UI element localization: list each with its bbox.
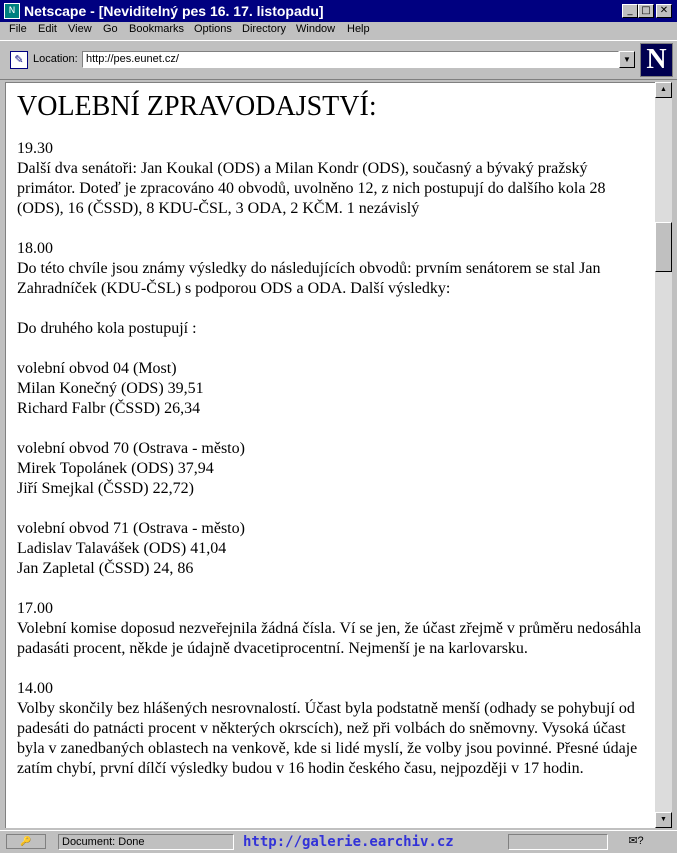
netscape-logo-icon[interactable]: N	[640, 43, 673, 77]
menu-file[interactable]: File	[9, 23, 27, 35]
location-toolbar	[0, 40, 677, 80]
vertical-scrollbar[interactable]	[655, 82, 672, 828]
menu-edit[interactable]: Edit	[38, 23, 57, 35]
menu-bookmarks[interactable]: Bookmarks	[129, 23, 185, 35]
window-title: Netscape - [Neviditelný pes 16. 17. listopadu]	[24, 3, 324, 19]
status-bar	[0, 830, 677, 853]
menu-bar	[0, 22, 677, 40]
mail-icon[interactable]: ✉?	[628, 835, 644, 847]
progress-panel	[508, 834, 608, 850]
menu-go[interactable]: Go	[103, 23, 118, 35]
article-paragraph: 17.00 Volební komise doposud nezveřejnila žádná čísla. Ví se jen, že účast zřejmě v průměru nedosáhla padasáti procent, někde je údajně dvacetiprocentní. Nejmenší je na karlovarsku.	[17, 600, 642, 657]
article-paragraph: 19.30 Další dva senátoři: Jan Koukal (ODS) a Milan Kondr (ODS), současný a bývaký pražský primátor. Doteď je zpracováno 40 obvodů, uvolněno 12, z nich postupují do dalšího kola 28 (ODS), 16 (ČSSD), 8 KDU-ČSL, 3 ODA, 2 KČM. 1 nezávislý	[17, 140, 606, 217]
article-paragraph: volební obvod 04 (Most) Milan Konečný (ODS) 39,51 Richard Falbr (ČSSD) 26,34	[17, 360, 204, 417]
watermark-text: http://galerie.earchiv.cz	[243, 834, 454, 850]
location-dropdown-button[interactable]: ▼	[619, 51, 635, 68]
menu-window[interactable]: Window	[296, 23, 336, 35]
article-paragraph: volební obvod 71 (Ostrava - město) Ladislav Talavášek (ODS) 41,04 Jan Zapletal (ČSSD) 24, 86	[17, 520, 245, 577]
menu-view[interactable]: View	[68, 23, 92, 35]
location-label: Location:	[33, 53, 78, 65]
article-paragraph: volební obvod 70 (Ostrava - město) Mirek Topolánek (ODS) 37,94 Jiří Smejkal (ČSSD) 22,72)	[17, 440, 245, 497]
close-button[interactable]: ✕	[656, 4, 672, 18]
minimize-button[interactable]: _	[622, 4, 638, 18]
menu-directory[interactable]: Directory	[242, 23, 287, 35]
bookmark-icon[interactable]: ✎	[10, 51, 28, 69]
page-content[interactable]	[5, 82, 655, 828]
page-heading: VOLEBNÍ ZPRAVODAJSTVÍ:	[17, 91, 377, 122]
menu-help[interactable]: Help	[347, 23, 370, 35]
article-body	[17, 139, 645, 779]
article-paragraph: 14.00 Volby skončily bez hlášených nesrovnalostí. Účast byla podstatně menší (odhady se pohybují od padesáti do patnácti procent v některých okrscích), než při volbách do sněmovny. Vysoká účast byla v zanedbaných oblastech na venkově, kde si lidé myslí, že volby jsou povinné. Přesné údaje zatím chybí, první dílčí výsledky budou v 16 hodin českého času, nejpozději v 17 hodin.	[17, 680, 638, 777]
menu-options[interactable]: Options	[194, 23, 232, 35]
article-paragraph: Do druhého kola postupují :	[17, 320, 197, 337]
location-input[interactable]: http://pes.eunet.cz/	[82, 51, 619, 68]
scroll-thumb[interactable]	[655, 222, 672, 272]
status-text: Document: Done	[58, 834, 234, 850]
netscape-app-icon[interactable]: N	[4, 3, 20, 19]
title-bar[interactable]	[0, 0, 677, 22]
scroll-up-button[interactable]: ▲	[655, 82, 672, 98]
maximize-button[interactable]: □	[638, 4, 654, 18]
article-paragraph: 18.00 Do této chvíle jsou známy výsledky do následujících obvodů: prvním senátorem se stal Jan Zahradníček (KDU-ČSL) s podporou ODS a ODA. Další výsledky:	[17, 240, 601, 297]
security-key-icon[interactable]: 🔑	[6, 834, 46, 849]
scroll-down-button[interactable]: ▼	[655, 812, 672, 828]
